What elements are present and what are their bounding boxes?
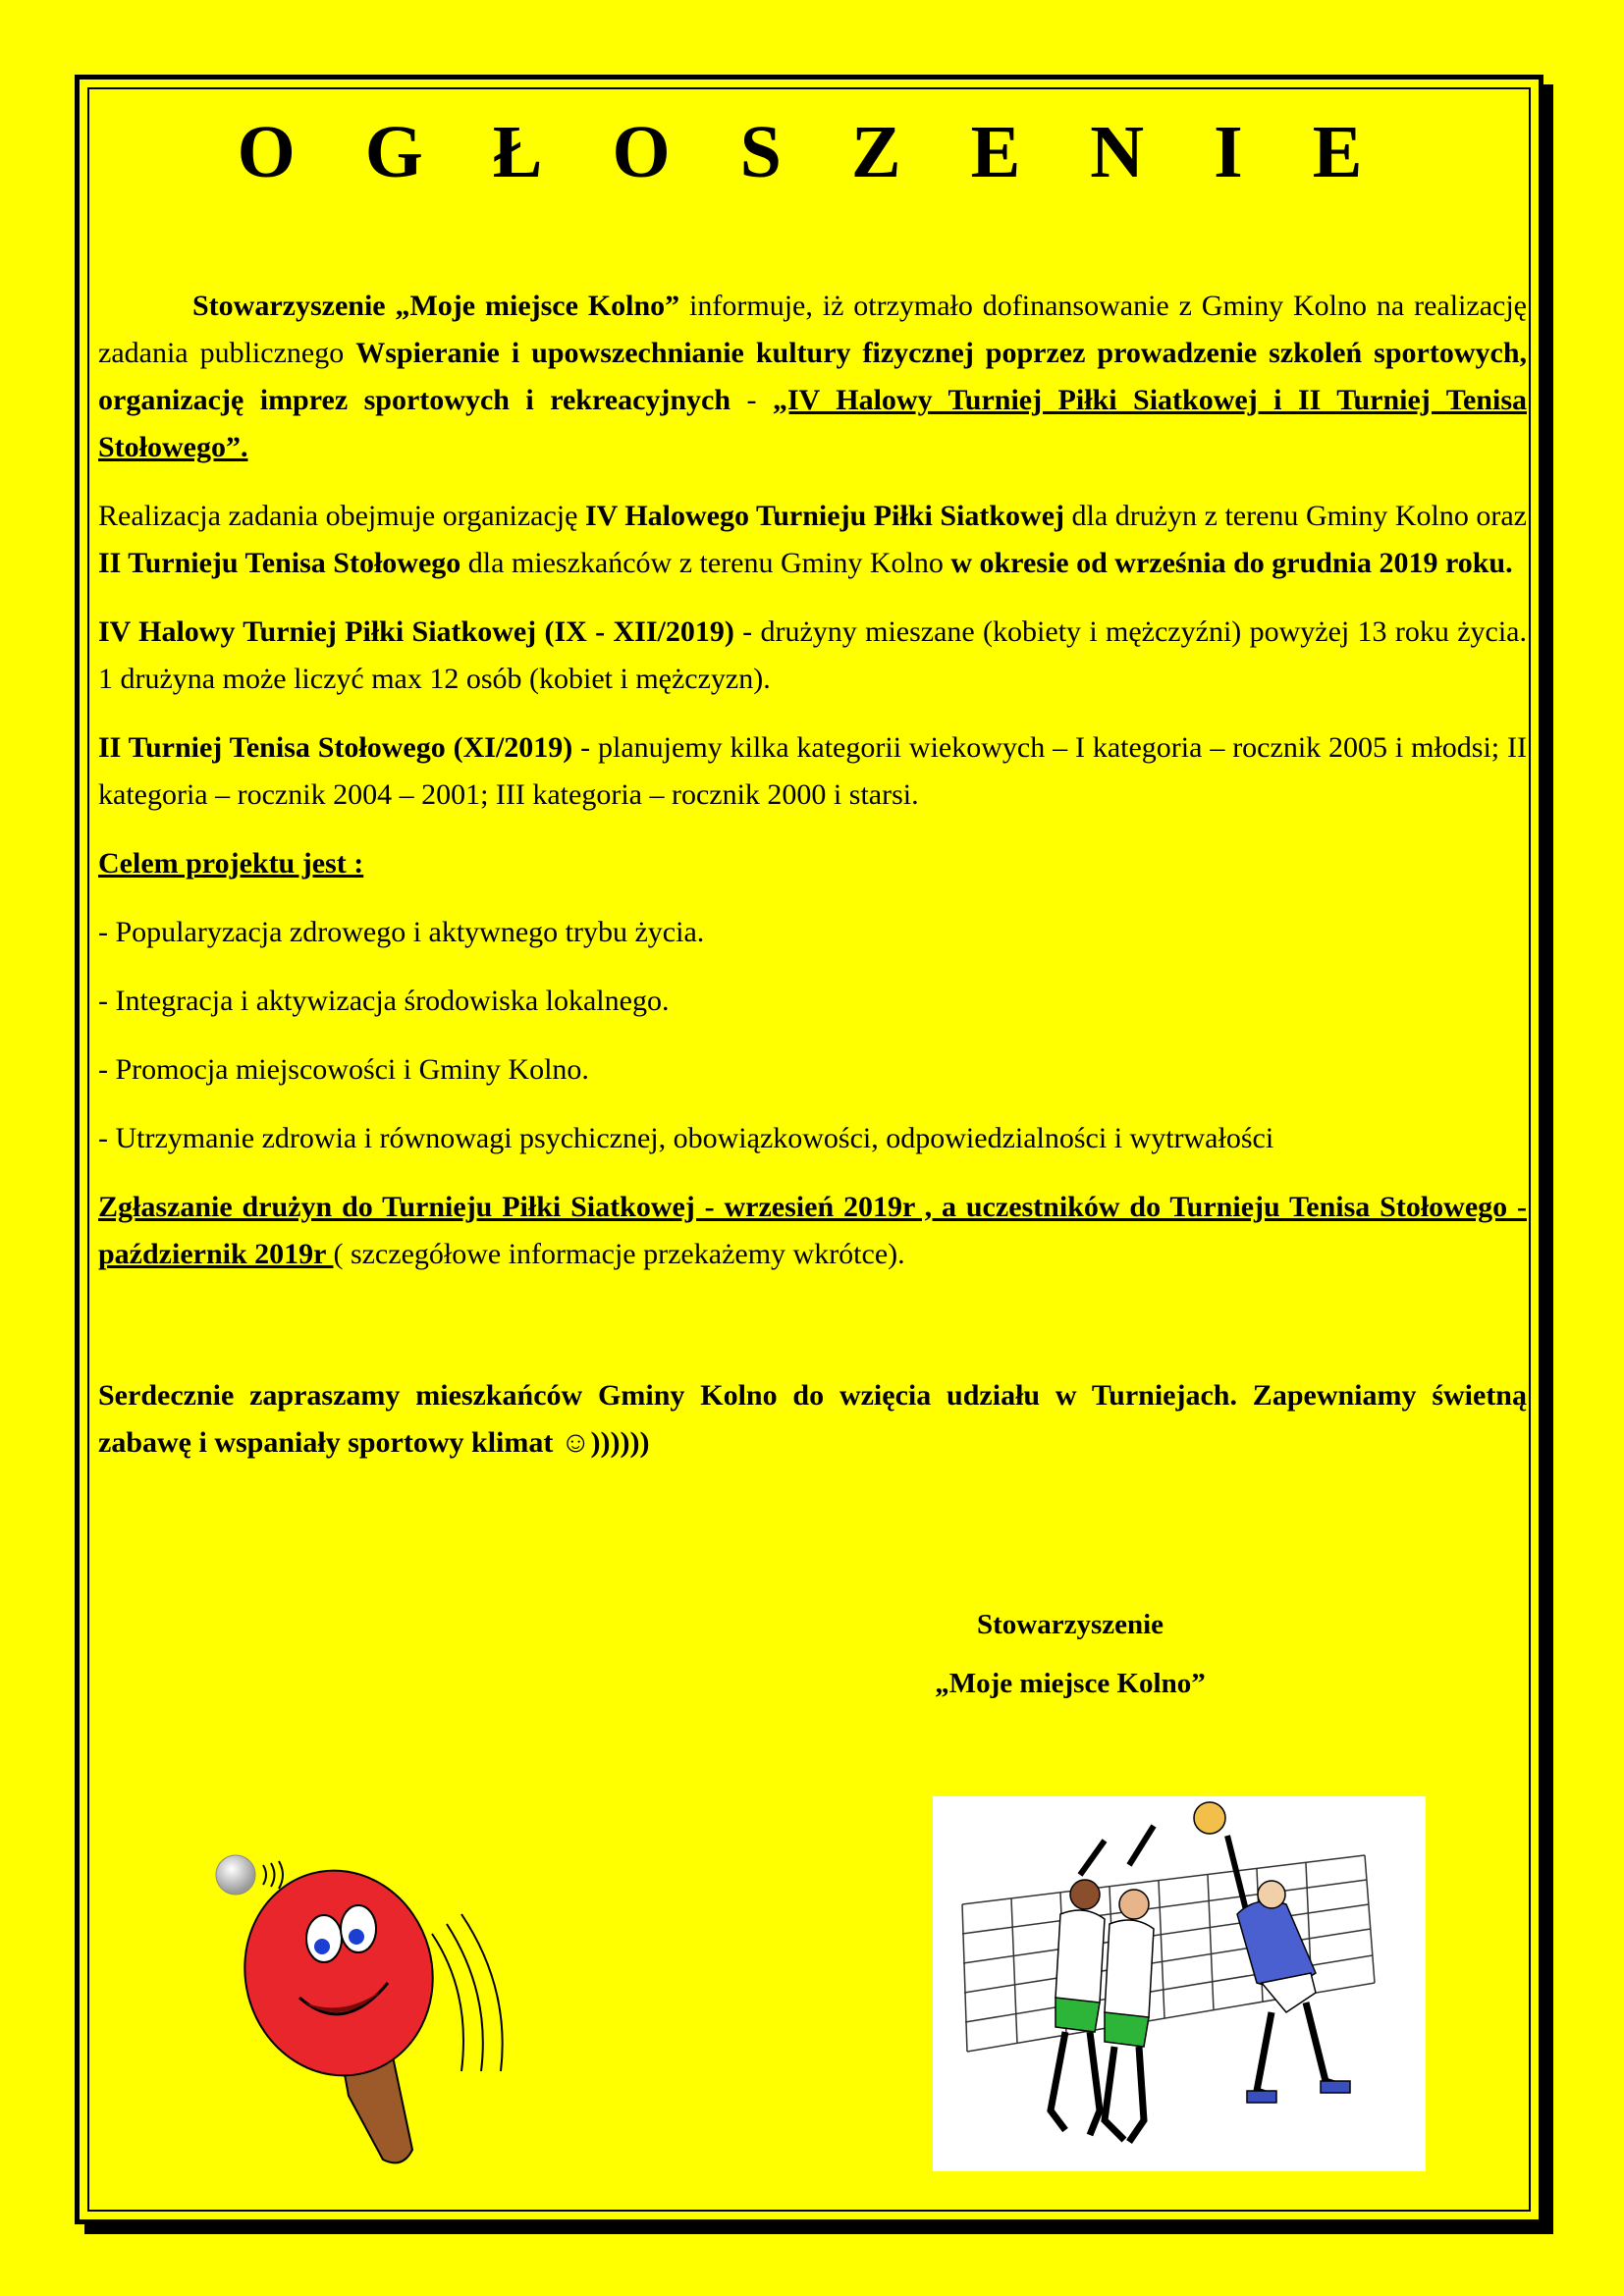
org-name: Stowarzyszenie „Moje miejsce Kolno” (192, 290, 680, 322)
pupil-left (314, 1939, 330, 1954)
tennis-heading: II Turniej Tenisa Stołowego (XI/2019) (98, 731, 573, 764)
goal-item: - Promocja miejscowości i Gminy Kolno. (98, 1053, 589, 1086)
invitation-paragraph: Serdecznie zapraszamy mieszkańców Gminy Kolno do wzięcia udziału w Turniejach. Zapewniamy świetną zabawę i wspaniały sportowy klimat ☺)))))) (98, 1379, 1527, 1459)
page-title: O G Ł O S Z E N I E (237, 111, 1388, 193)
goal-item: - Utrzymanie zdrowia i równowagi psychicznej, obowiązkowości, odpowiedzialności i wytrwałości (98, 1122, 1274, 1154)
registration-dates: Zgłaszanie drużyn do Turnieju Piłki Siatkowej - wrzesień 2019r , a uczestników do Turnieju Tenisa Stołowego - październik 2019r (98, 1191, 1527, 1270)
signature-line-2: „Moje miejsce Kolno” (935, 1668, 1206, 1699)
realization-period: w okresie od września do grudnia 2019 roku. (950, 547, 1513, 579)
registration-note: ( szczegółowe informacje przekażemy wkrótce). (333, 1238, 905, 1270)
realization-paragraph (98, 493, 1527, 587)
goals-heading: Celem projektu jest : (98, 847, 364, 880)
volleyball-heading: IV Halowy Turniej Piłki Siatkowej (IX - XII/2019) (98, 615, 734, 648)
volleyball-paragraph (98, 609, 1527, 703)
eye-left (306, 1915, 342, 1962)
pupil-right (349, 1929, 364, 1945)
realization-text-1: Realizacja zadania obejmuje organizację (98, 500, 585, 532)
intro-paragraph (98, 283, 1527, 471)
event-name: „IV Halowy Turniej Piłki Siatkowej i II Turniej Tenisa Stołowego”. (98, 384, 1527, 463)
signature-line-1: Stowarzyszenie (976, 1609, 1164, 1640)
realization-text-2: dla drużyn z terenu Gminy Kolno oraz (1064, 500, 1527, 532)
paddle-blade (222, 1849, 456, 2097)
ping-pong-ball (216, 1855, 255, 1895)
spacer (98, 1300, 1527, 1372)
volleyball-ball (1194, 1802, 1225, 1834)
announcement-content (98, 98, 1527, 1488)
volleyball-text: - drużyny mieszane (kobiety i mężczyźni) powyżej 13 roku życia. 1 drużyna może liczyć max 12 osób (kobiet i mężczyzn). (98, 615, 1527, 695)
realization-text-3: dla mieszkańców z terenu Gminy Kolno (460, 547, 951, 579)
registration-paragraph (98, 1184, 1527, 1278)
intro-text: informuje, iż otrzymało dofinansowanie z Gminy Kolno na realizację zadania publicznego (98, 290, 1527, 369)
realization-tennis: II Turnieju Tenisa Stołowego (98, 547, 461, 579)
signature (835, 1595, 1306, 1713)
intro-dash: - (731, 384, 773, 416)
goal-item: - Integracja i aktywizacja środowiska lokalnego. (98, 985, 670, 1017)
tennis-paragraph (98, 724, 1527, 819)
tennis-text: - planujemy kilka kategorii wiekowych – I kategoria – rocznik 2005 i młodsi; II kategoria – rocznik 2004 – 2001; III kategoria – rocznik 2000 i starsi. (98, 731, 1527, 811)
eye-right (341, 1905, 376, 1952)
volleyball-players-illustration (933, 1796, 1426, 2171)
task-name: Wspieranie i upowszechnianie kultury fizycznej poprzez prowadzenie szkoleń sportowych, organizację imprez sportowych i rekreacyjnych (98, 337, 1528, 416)
goal-item: - Popularyzacja zdrowego i aktywnego trybu życia. (98, 916, 705, 948)
realization-volleyball: IV Halowego Turnieju Piłki Siatkowej (585, 500, 1065, 532)
ping-pong-paddle-illustration (206, 1845, 599, 2179)
